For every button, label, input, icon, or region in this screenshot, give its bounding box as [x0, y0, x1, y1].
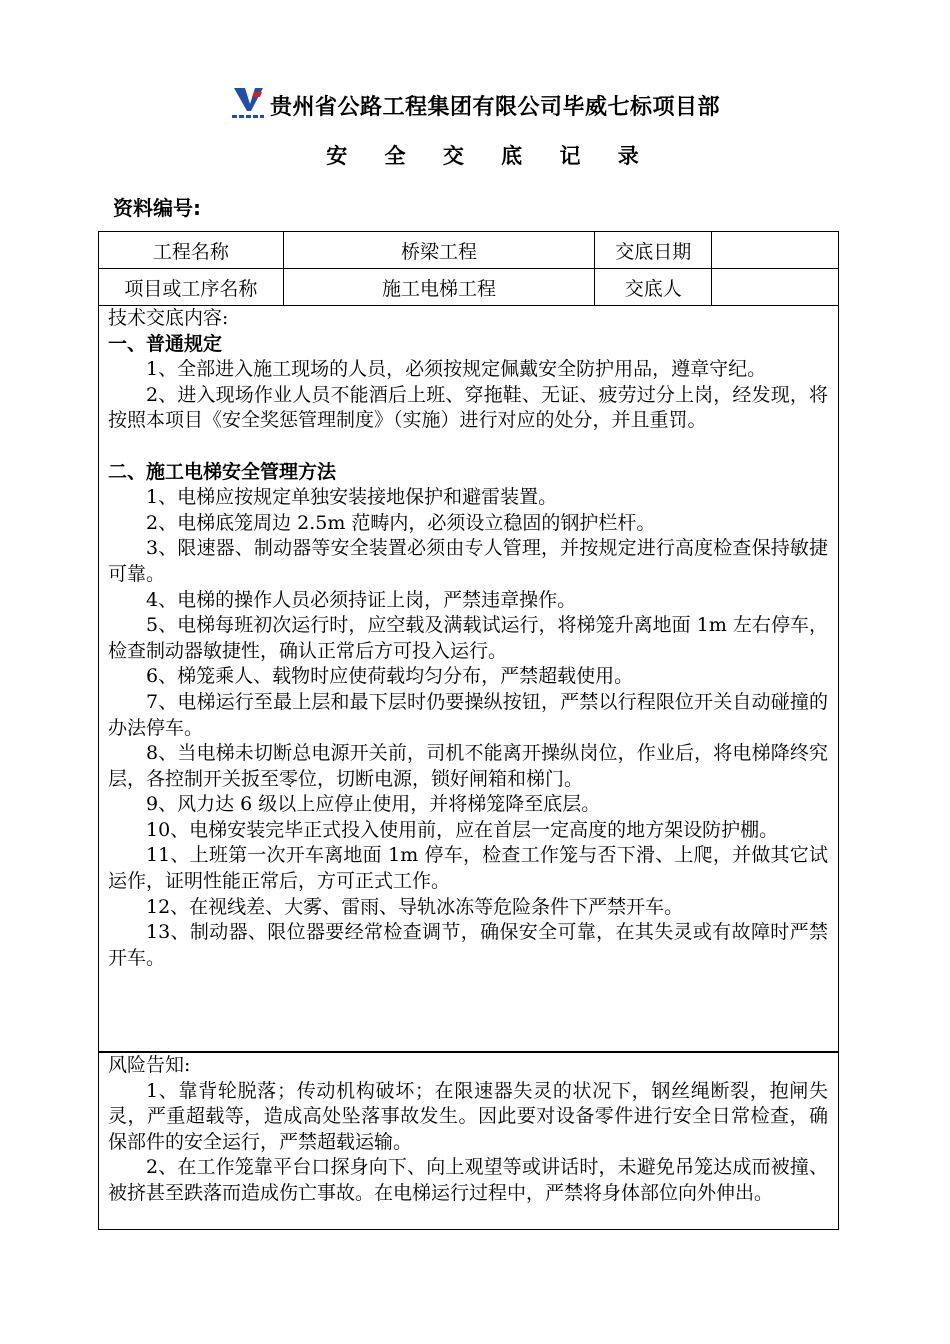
list-item: 8、当电梯未切断总电源开关前，司机不能离开操纵岗位，作业后，将电梯降终究层，各控制开关扳至零位，切断电源，锁好闸箱和梯门。	[108, 742, 828, 790]
info-table	[98, 231, 839, 306]
list-item: 1、全部进入施工现场的人员，必须按规定佩戴安全防护用品，遵章守纪。	[146, 358, 767, 381]
document-header	[0, 82, 950, 128]
list-item: 9、风力达 6 级以上应停止使用，并将梯笼降至底层。	[146, 793, 601, 816]
project-name-label: 工程名称	[99, 232, 284, 269]
list-item: 2、在工作笼靠平台口探身向下、向上观望等或讲话时，未避免吊笼达成而被撞、被挤甚至跌落而造成伤亡事故。在电梯运行过程中，严禁将身体部位向外伸出。	[108, 1156, 828, 1204]
risk-notice-box	[98, 1052, 839, 1230]
list-item: 4、电梯的操作人员必须持证上岗，严禁违章操作。	[146, 588, 577, 611]
content-label: 技术交底内容:	[108, 307, 229, 329]
briefer-label: 交底人	[595, 269, 712, 306]
list-item: 2、进入现场作业人员不能酒后上班、穿拖鞋、无证、疲劳过分上岗，经发现，将按照本项目《安全奖惩管理制度》（实施）进行对应的处分，并且重罚。	[108, 383, 828, 432]
list-item: 1、电梯应按规定单独安装接地保护和避雷装置。	[146, 486, 558, 509]
document-number-label: 资料编号:	[113, 196, 201, 220]
briefing-date-label: 交底日期	[595, 232, 712, 269]
section-heading: 一、普通规定	[108, 332, 223, 355]
list-item: 13、制动器、限位器要经常检查调节，确保安全可靠，在其失灵或有故障时严禁开车。	[108, 921, 828, 969]
list-item: 3、限速器、制动器等安全装置必须由专人管理，并按规定进行高度检查保持敏捷可靠。	[108, 537, 828, 585]
list-item: 5、电梯每班初次运行时，应空载及满载试运行，将梯笼升离地面 1m 左右停车，检查制动器敏捷性，确认正常后方可投入运行。	[108, 614, 828, 662]
table-row	[99, 232, 839, 269]
list-item: 12、在视线差、大雾、雷雨、导轨冰冻等危险条件下严禁开车。	[146, 895, 684, 918]
table-row	[99, 269, 839, 306]
list-item: 7、电梯运行至最上层和最下层时仍要操纵按钮，严禁以行程限位开关自动碰撞的办法停车。	[108, 690, 828, 739]
process-name-value: 施工电梯工程	[283, 269, 595, 306]
list-item: 1、靠背轮脱落；传动机构破坏；在限速器失灵的状况下，钢丝绳断裂，抱闸失灵，严重超载等，造成高处坠落事故发生。因此要对设备零件进行安全日常检查，确保部件的安全运行，严禁超载运输。	[108, 1079, 828, 1153]
company-logo-icon	[230, 84, 266, 122]
section-heading: 二、施工电梯安全管理方法	[108, 460, 337, 483]
technical-content-box	[98, 306, 839, 1052]
list-item: 10、电梯安装完毕正式投入使用前，应在首层一定高度的地方架设防护棚。	[146, 818, 779, 841]
briefer-value	[712, 269, 839, 306]
list-item: 6、梯笼乘人、载物时应使荷载均匀分布，严禁超载使用。	[146, 665, 634, 688]
list-item: 11、上班第一次开车离地面 1m 停车，检查工作笼与否下滑、上爬，并做其它试运作，证明性能正常后，方可正式工作。	[108, 844, 828, 893]
document-title: 安 全 交 底 记 录	[326, 144, 654, 168]
process-name-label: 项目或工序名称	[99, 269, 284, 306]
briefing-date-value	[712, 232, 839, 269]
list-item: 2、电梯底笼周边 2.5m 范畴内，必须设立稳固的钢护栏杆。	[146, 511, 656, 534]
project-name-value: 桥梁工程	[283, 232, 595, 269]
company-name: 贵州省公路工程集团有限公司毕威七标项目部	[269, 94, 720, 120]
risk-label: 风险告知:	[108, 1054, 191, 1076]
